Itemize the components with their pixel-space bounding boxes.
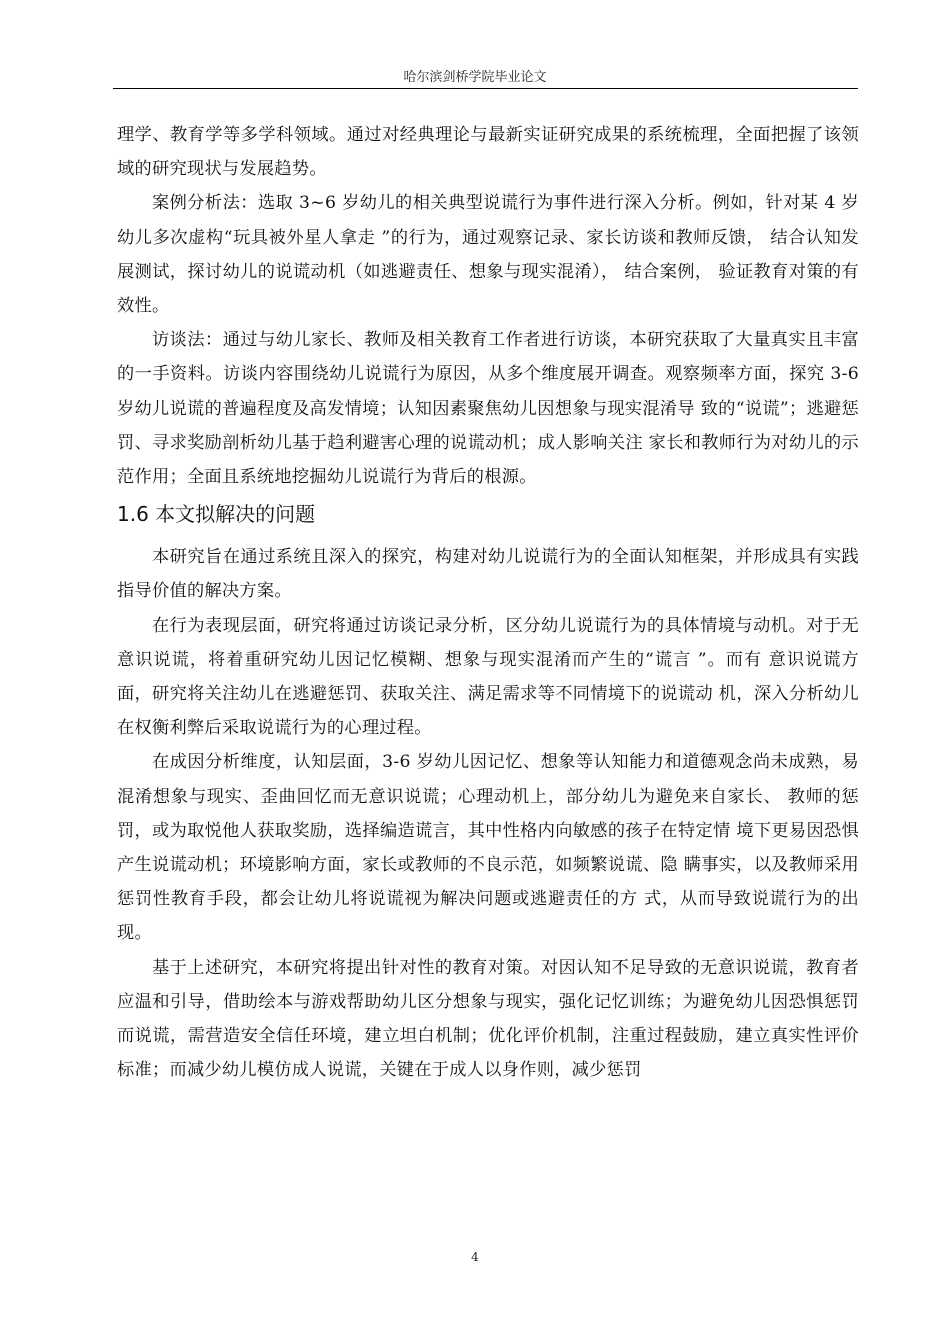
paragraph-countermeasures: 基于上述研究，本研究将提出针对性的教育对策。对因认知不足导致的无意识说谎，教育者应温和引导，借助绘本与游戏帮助幼儿区分想象与现实，强化记忆训练；为避免幼儿因恐惧惩罚而说谎，需营造安全信任环境，建立坦白机制；优化评价机制，注重过程鼓励，建立真实性评价标准；而减少幼儿模仿成人说谎，关键在于成人以身作则，减少惩罚 — [117, 957, 859, 1081]
paragraph-behavior-level: 在行为表现层面，研究将通过访谈记录分析，区分幼儿说谎行为的具体情境与动机。对于无意识说谎，将着重研究幼儿因记忆模糊、想象与现实混淆而产生的“谎言 ”。而有 意识说谎方面，研究将关注幼儿在逃避惩罚、获取关注、满足需求等不同情境下的说谎动 机，深入分析幼儿在权衡利弊后采取说谎行为的心理过程。 — [117, 615, 859, 739]
page-number: 4 — [471, 1250, 479, 1264]
paragraph-interview-method: 访谈法：通过与幼儿家长、教师及相关教育工作者进行访谈，本研究获取了大量真实且丰富的一手资料。访谈内容围绕幼儿说谎行为原因，从多个维度展开调查。观察频率方面，探究 3-6 岁幼儿说谎的普遍程度及高发情境；认知因素聚焦幼儿因想象与现实混淆导 致的“说谎”；逃避惩罚、寻求奖励剖析幼儿基于趋利避害心理的说谎动机；成人影响关注 家长和教师行为对幼儿的示范作用；全面且系统地挖掘幼儿说谎行为背后的根源。 — [117, 330, 859, 488]
paragraph-case-analysis: 案例分析法：选取 3~6 岁幼儿的相关典型说谎行为事件进行深入分析。例如，针对某 4 岁幼儿多次虚构“玩具被外星人拿走 ”的行为，通过观察记录、家长访谈和教师反馈， 结合认知发展测试，探讨幼儿的说谎动机（如逃避责任、想象与现实混淆）， 结合案例， 验证教育对策的有效性。 — [117, 193, 859, 317]
paragraph-research-aim: 本研究旨在通过系统且深入的探究，构建对幼儿说谎行为的全面认知框架，并形成具有实践指导价值的解决方案。 — [117, 547, 859, 602]
document-body — [117, 118, 859, 1087]
paragraph-cause-analysis: 在成因分析维度，认知层面，3-6 岁幼儿因记忆、想象等认知能力和道德观念尚未成熟，易混淆想象与现实、歪曲回忆而无意识说谎；心理动机上，部分幼儿为避免来自家长、 教师的惩罚，或为取悦他人获取奖励，选择编造谎言，其中性格内向敏感的孩子在特定情 境下更易因恐惧产生说谎动机；环境影响方面，家长或教师的不良示范，如频繁说谎、隐 瞒事实，以及教师采用惩罚性教育手段，都会让幼儿将说谎视为解决问题或逃避责任的方 式，从而导致说谎行为的出现。 — [117, 752, 859, 944]
section-heading: 1.6 本文拟解决的问题 — [117, 502, 316, 527]
header-divider — [113, 88, 858, 89]
paragraph-continued: 理学、教育学等多学科领域。通过对经典理论与最新实证研究成果的系统梳理，全面把握了该领域的研究现状与发展趋势。 — [117, 125, 859, 180]
page-header-title: 哈尔滨剑桥学院毕业论文 — [403, 70, 547, 85]
